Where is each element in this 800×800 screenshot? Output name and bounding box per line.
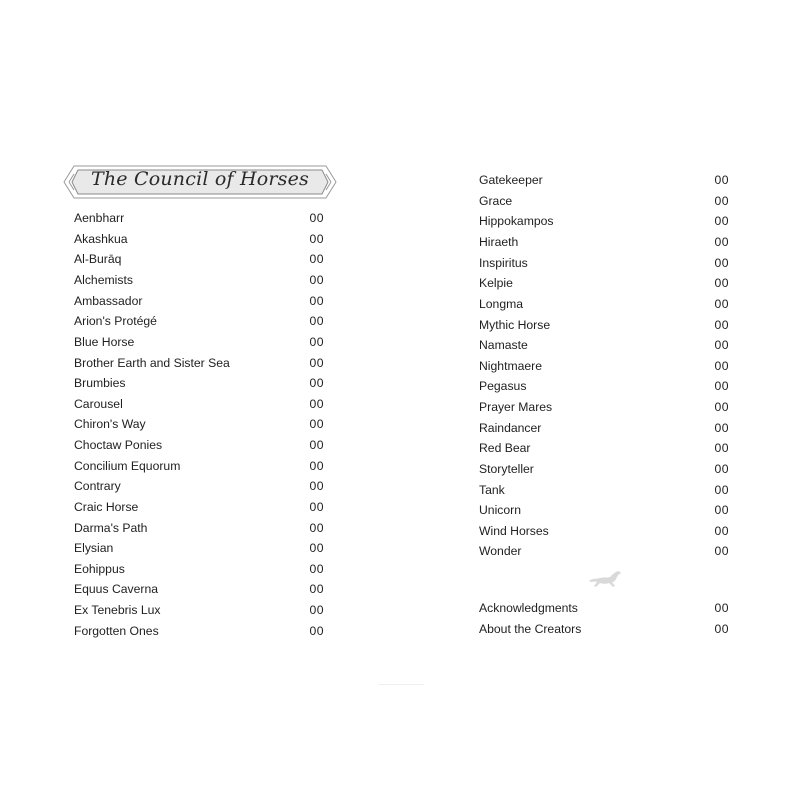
toc-entry[interactable] xyxy=(74,352,324,373)
toc-entry-title: Craic Horse xyxy=(74,499,139,514)
toc-right-column xyxy=(479,170,729,562)
toc-entry[interactable] xyxy=(74,414,324,435)
toc-entry-title: Kelpie xyxy=(479,276,513,291)
toc-entry-page-number: 00 xyxy=(714,173,729,188)
toc-entry[interactable] xyxy=(74,291,324,312)
toc-entry-page-number: 00 xyxy=(714,523,729,538)
toc-entry-page-number: 00 xyxy=(309,623,324,638)
toc-entry-title: Chiron's Way xyxy=(74,417,146,432)
section-title: The Council of Horses xyxy=(90,168,310,190)
toc-entry-page-number: 00 xyxy=(714,503,729,518)
toc-back-matter xyxy=(479,598,729,639)
toc-entry-page-number: 00 xyxy=(714,544,729,559)
toc-entry[interactable] xyxy=(74,579,324,600)
toc-entry-title: Pegasus xyxy=(479,379,527,394)
toc-entry[interactable] xyxy=(479,541,729,562)
toc-entry-page-number: 00 xyxy=(309,376,324,391)
running-horse-icon xyxy=(588,570,622,590)
toc-entry[interactable] xyxy=(74,456,324,477)
toc-entry-page-number: 00 xyxy=(714,317,729,332)
toc-entry-page-number: 00 xyxy=(714,400,729,415)
toc-entry[interactable] xyxy=(479,335,729,356)
toc-entry-title: Arion's Protégé xyxy=(74,314,157,329)
toc-entry[interactable] xyxy=(479,191,729,212)
toc-entry-title: Wonder xyxy=(479,544,522,559)
toc-entry-title: Brumbies xyxy=(74,376,126,391)
toc-entry-page-number: 00 xyxy=(309,211,324,226)
toc-entry-title: Gatekeeper xyxy=(479,173,543,188)
toc-entry-page-number: 00 xyxy=(714,338,729,353)
toc-entry-page-number: 00 xyxy=(714,358,729,373)
toc-entry-page-number: 00 xyxy=(309,582,324,597)
toc-entry-title: Eohippus xyxy=(74,561,125,576)
toc-entry-title: Elysian xyxy=(74,541,114,556)
toc-entry[interactable] xyxy=(479,356,729,377)
toc-entry[interactable] xyxy=(74,249,324,270)
toc-entry-page-number: 00 xyxy=(309,231,324,246)
toc-entry-title: Hippokampos xyxy=(479,214,554,229)
toc-entry-title: Hiraeth xyxy=(479,235,519,250)
toc-entry[interactable] xyxy=(479,253,729,274)
toc-entry-page-number: 00 xyxy=(714,621,729,636)
toc-entry-page-number: 00 xyxy=(309,499,324,514)
toc-entry-page-number: 00 xyxy=(714,482,729,497)
toc-entry[interactable] xyxy=(479,521,729,542)
toc-entry-title: Aenbharr xyxy=(74,211,125,226)
toc-entry-title: Unicorn xyxy=(479,503,521,518)
toc-entry[interactable] xyxy=(479,314,729,335)
toc-entry[interactable] xyxy=(479,438,729,459)
toc-entry-page-number: 00 xyxy=(714,379,729,394)
toc-entry-page-number: 00 xyxy=(309,396,324,411)
toc-entry-page-number: 00 xyxy=(714,255,729,270)
toc-entry-page-number: 00 xyxy=(309,273,324,288)
toc-entry-title: Choctaw Ponies xyxy=(74,438,163,453)
toc-entry[interactable] xyxy=(479,273,729,294)
toc-entry[interactable] xyxy=(479,397,729,418)
toc-entry-page-number: 00 xyxy=(309,417,324,432)
toc-entry[interactable] xyxy=(74,435,324,456)
toc-entry[interactable] xyxy=(479,211,729,232)
toc-entry-page-number: 00 xyxy=(309,520,324,535)
toc-entry-page-number: 00 xyxy=(309,541,324,556)
toc-entry-title: Concilium Equorum xyxy=(74,458,181,473)
toc-entry-title: Longma xyxy=(479,296,524,311)
toc-entry-page-number: 00 xyxy=(714,420,729,435)
toc-entry[interactable] xyxy=(74,559,324,580)
toc-entry[interactable] xyxy=(74,208,324,229)
toc-entry-page-number: 00 xyxy=(714,214,729,229)
toc-entry-page-number: 00 xyxy=(714,296,729,311)
toc-entry-title: Ex Tenebris Lux xyxy=(74,603,161,618)
section-banner xyxy=(60,162,340,202)
toc-entry-title: Al-Burāq xyxy=(74,252,122,267)
toc-entry-page-number: 00 xyxy=(714,441,729,456)
toc-entry-title: Brother Earth and Sister Sea xyxy=(74,355,230,370)
toc-entry[interactable] xyxy=(74,311,324,332)
toc-entry-title: Alchemists xyxy=(74,273,133,288)
toc-entry[interactable] xyxy=(479,170,729,191)
toc-entry[interactable] xyxy=(74,373,324,394)
toc-entry-title: Nightmaere xyxy=(479,358,542,373)
toc-entry[interactable] xyxy=(479,294,729,315)
toc-entry[interactable] xyxy=(74,600,324,621)
toc-entry-page-number: 00 xyxy=(309,438,324,453)
toc-entry[interactable] xyxy=(74,270,324,291)
toc-entry-title: Grace xyxy=(479,193,513,208)
toc-entry-title: About the Creators xyxy=(479,621,582,636)
toc-entry-page-number: 00 xyxy=(309,561,324,576)
toc-entry[interactable] xyxy=(74,394,324,415)
toc-entry-page-number: 00 xyxy=(714,276,729,291)
page-fold-mark xyxy=(378,684,424,685)
toc-entry-page-number: 00 xyxy=(714,193,729,208)
toc-entry-title: Inspiritus xyxy=(479,255,528,270)
toc-entry[interactable] xyxy=(479,459,729,480)
toc-entry-title: Acknowledgments xyxy=(479,601,578,616)
toc-entry[interactable] xyxy=(479,598,729,619)
toc-entry[interactable] xyxy=(479,619,729,640)
toc-entry-title: Prayer Mares xyxy=(479,400,553,415)
toc-entry[interactable] xyxy=(479,418,729,439)
toc-entry[interactable] xyxy=(479,479,729,500)
toc-entry[interactable] xyxy=(74,332,324,353)
toc-left-column xyxy=(74,208,324,641)
toc-entry-title: Blue Horse xyxy=(74,334,135,349)
toc-entry-title: Tank xyxy=(479,482,505,497)
toc-entry-title: Akashkua xyxy=(74,231,128,246)
toc-entry-page-number: 00 xyxy=(714,461,729,476)
toc-entry[interactable] xyxy=(74,476,324,497)
toc-entry[interactable] xyxy=(74,621,324,642)
toc-entry[interactable] xyxy=(74,538,324,559)
toc-entry-title: Mythic Horse xyxy=(479,317,551,332)
toc-entry[interactable] xyxy=(74,517,324,538)
toc-entry[interactable] xyxy=(74,229,324,250)
toc-entry[interactable] xyxy=(479,232,729,253)
toc-entry[interactable] xyxy=(479,376,729,397)
toc-entry[interactable] xyxy=(74,497,324,518)
toc-entry-title: Raindancer xyxy=(479,420,542,435)
toc-entry-title: Darma's Path xyxy=(74,520,148,535)
toc-entry-title: Equus Caverna xyxy=(74,582,159,597)
toc-entry-page-number: 00 xyxy=(309,334,324,349)
toc-entry-title: Contrary xyxy=(74,479,121,494)
toc-entry-page-number: 00 xyxy=(309,252,324,267)
toc-entry-title: Wind Horses xyxy=(479,523,549,538)
toc-entry-page-number: 00 xyxy=(309,314,324,329)
toc-entry-page-number: 00 xyxy=(714,235,729,250)
toc-entry-title: Forgotten Ones xyxy=(74,623,159,638)
toc-entry-title: Carousel xyxy=(74,396,123,411)
toc-entry-page-number: 00 xyxy=(309,603,324,618)
toc-entry-title: Ambassador xyxy=(74,293,143,308)
toc-entry-title: Namaste xyxy=(479,338,528,353)
toc-entry-page-number: 00 xyxy=(309,479,324,494)
toc-entry-page-number: 00 xyxy=(309,458,324,473)
toc-entry-title: Red Bear xyxy=(479,441,531,456)
toc-entry[interactable] xyxy=(479,500,729,521)
toc-entry-page-number: 00 xyxy=(309,293,324,308)
toc-entry-title: Storyteller xyxy=(479,461,534,476)
toc-entry-page-number: 00 xyxy=(714,601,729,616)
toc-entry-page-number: 00 xyxy=(309,355,324,370)
